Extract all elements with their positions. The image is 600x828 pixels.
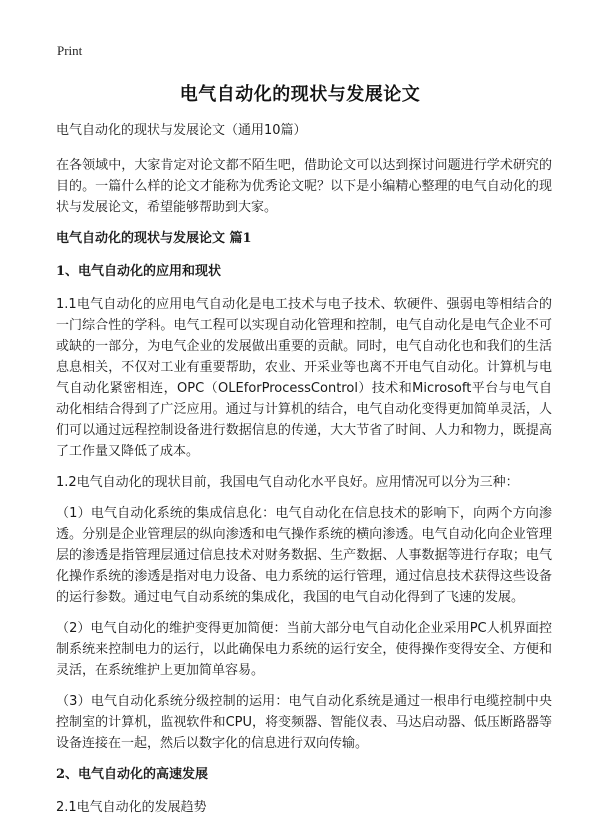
paragraph-1-1: 1.1电气自动化的应用电气自动化是电工技术与电子技术、软硬件、强弱电等相结合的一门综合性的学科。电气工程可以实现自动化管理和控制，电气自动化是电气企业不可或缺的一部分，为电气企业的发展做出重要的贡献。同时，电气自动化也和我们的生活息息相关，不仅对工业有重要帮助，农业、开采业等也离不开电气自动化。计算机与电气自动化紧密相连，OPC（OLEforProcessControl）技术和Microsoft平台与电气自动化相结合得到了广泛应用。通过与计算机的结合，电气自动化变得更加简单灵活，人们可以通过远程控制设备进行数据信息的传递，大大节省了时间、人力和物力，既提高了工作量又降低了成本。 bbox=[56, 297, 552, 459]
paragraph-1-2: 1.2电气自动化的现状目前，我国电气自动化水平良好。应用情况可以分为三种： bbox=[56, 475, 519, 490]
document-subtitle: 电气自动化的现状与发展论文（通用10篇） bbox=[56, 123, 307, 138]
section-heading-1: 1、电气自动化的应用和现状 bbox=[56, 264, 222, 279]
list-item-1: （1）电气自动化系统的集成信息化：电气自动化在信息技术的影响下，向两个方向渗透。分别是企业管理层的纵向渗透和电气操作系统的横向渗透。电气自动化向企业管理层的渗透是指管理层通过信息技术对财务数据、生产数据、人事数据等进行存取；电气化操作系统的渗透是指对电力设备、电力系统的运行管理，通过信息技术获得这些设备的运行参数。通过电气自动系统的集成化，我国的电气自动化得到了飞速的发展。 bbox=[56, 506, 552, 605]
article-heading: 电气自动化的现状与发展论文 篇1 bbox=[56, 231, 252, 246]
article-body bbox=[56, 120, 552, 828]
intro-paragraph: 在各领域中，大家肯定对论文都不陌生吧，借助论文可以达到探讨问题进行学术研究的目的。一篇什么样的论文才能称为优秀论文呢？以下是小编精心整理的电气自动化的现状与发展论文，希望能够帮助到大家。 bbox=[56, 158, 552, 215]
list-item-2: （2）电气自动化的维护变得更加简便：当前大部分电气自动化企业采用PC人机界面控制系统来控制电力的运行，以此确保电力系统的运行安全，使得操作变得安全、方便和灵活，在系统维护上更加简单容易。 bbox=[56, 621, 552, 678]
print-link[interactable]: Print bbox=[57, 43, 83, 58]
page-title: 电气自动化的现状与发展论文 bbox=[179, 84, 421, 105]
paragraph-2-1: 2.1电气自动化的发展趋势 bbox=[56, 800, 207, 815]
section-heading-2: 2、电气自动化的高速发展 bbox=[56, 767, 209, 782]
list-item-3: （3）电气自动化系统分级控制的运用：电气自动化系统是通过一根串行电缆控制中央控制室的计算机，监视软件和CPU，将变频器、智能仪表、马达启动器、低压断路器等设备连接在一起，然后以数字化的信息进行双向传输。 bbox=[56, 694, 552, 751]
